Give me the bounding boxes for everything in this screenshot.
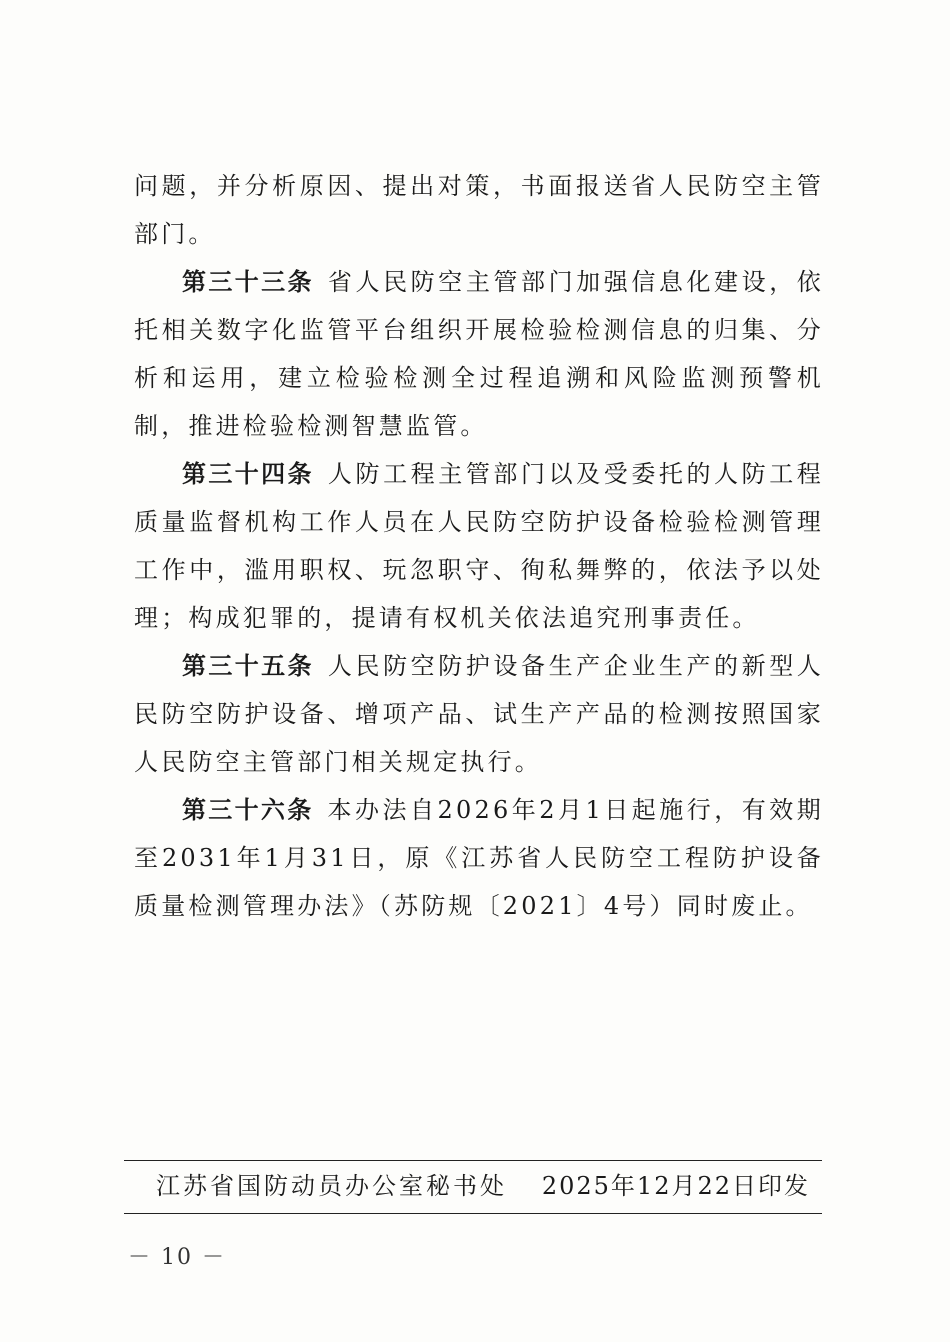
article-33 <box>134 258 824 450</box>
article-35 <box>134 642 824 786</box>
article-title: 第三十六条 <box>182 796 314 824</box>
article-36 <box>134 786 824 930</box>
document-body <box>134 162 824 930</box>
footer-rule-top <box>124 1160 822 1161</box>
paragraph-continuation <box>134 162 824 258</box>
article-title: 第三十四条 <box>182 460 314 488</box>
paragraph-text: 问题，并分析原因、提出对策，书面报送省人民防空主管部门。 <box>134 172 824 248</box>
issuer-name: 江苏省国防动员办公室秘书处 <box>156 1172 507 1200</box>
paragraph-text: 人防工程主管部门以及受委托的人防工程质量监督机构工作人员在人民防空防护设备检验检测管理工作中，滥用职权、玩忽职守、徇私舞弊的，依法予以处理；构成犯罪的，提请有权机关依法追究刑事责任。 <box>134 460 825 632</box>
footer-rule-bottom <box>124 1213 822 1214</box>
page-number: － 10 － <box>128 1245 226 1270</box>
paragraph-text: 本办法自2026年2月1日起施行，有效期至2031年1月31日，原《江苏省人民防空工程防护设备质量检测管理办法》（苏防规〔2021〕4号）同时废止。 <box>134 796 825 920</box>
print-date: 2025年12月22日印发 <box>541 1172 810 1200</box>
paragraph-text: 人民防空防护设备生产企业生产的新型人民防空防护设备、增项产品、试生产产品的检测按照国家人民防空主管部门相关规定执行。 <box>134 652 825 776</box>
article-34 <box>134 450 824 642</box>
article-title: 第三十五条 <box>182 652 314 680</box>
paragraph-text: 省人民防空主管部门加强信息化建设，依托相关数字化监管平台组织开展检验检测信息的归集、分析和运用，建立检验检测全过程追溯和风险监测预警机制，推进检验检测智慧监管。 <box>134 268 825 440</box>
article-title: 第三十三条 <box>182 268 314 296</box>
